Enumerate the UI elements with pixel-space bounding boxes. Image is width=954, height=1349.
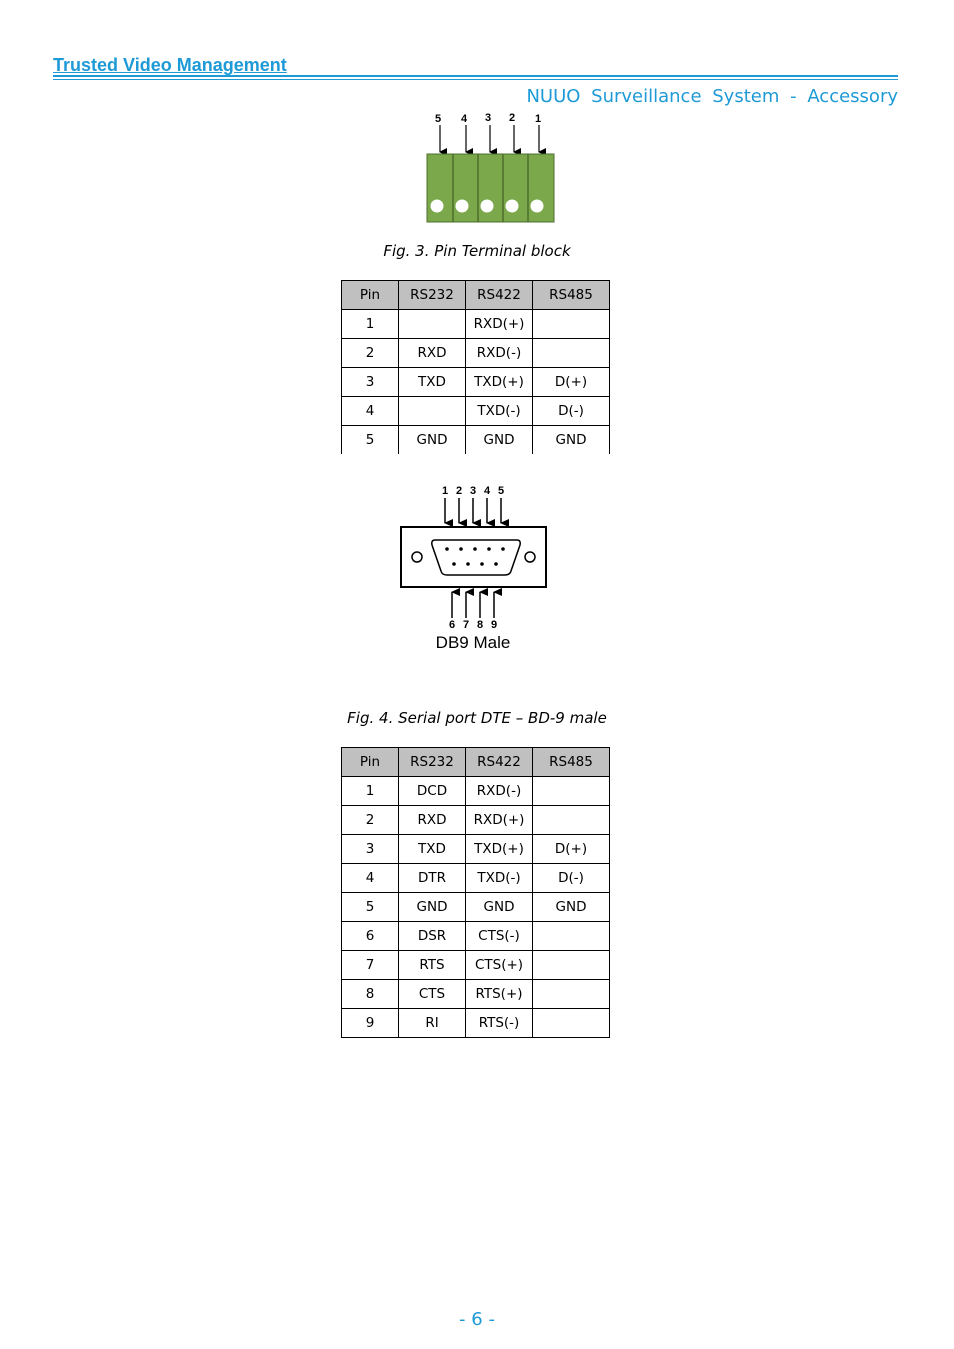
db9-pin-label: 8 (476, 619, 484, 631)
table-cell: D(-) (533, 397, 610, 426)
table-cell (533, 777, 610, 806)
table-header-cell: Pin (342, 748, 399, 777)
table-header-cell: Pin (342, 281, 399, 310)
terminal-pin-table (341, 280, 610, 454)
terminal-hole (456, 200, 469, 213)
table-cell: RI (399, 1009, 466, 1038)
table-cell: CTS(-) (466, 922, 533, 951)
table-cell: GND (466, 893, 533, 922)
table-cell: TXD (399, 368, 466, 397)
db9-connector-label: DB9 Male (435, 633, 511, 652)
table-row (342, 835, 610, 864)
db9-d-shape (432, 540, 520, 575)
table-header-cell: RS232 (399, 748, 466, 777)
db9-pin-label: 3 (469, 485, 477, 497)
table-row (342, 777, 610, 806)
terminal-hole (481, 200, 494, 213)
table-cell: RTS(+) (466, 980, 533, 1009)
db9-pin-label: 9 (490, 619, 498, 631)
table-row (342, 1009, 610, 1038)
terminal-hole (531, 200, 544, 213)
db9-connector-figure (395, 478, 555, 658)
terminal-pin-label: 1 (535, 113, 542, 125)
table-cell (533, 1009, 610, 1038)
header-rule (53, 75, 898, 77)
table-cell: TXD(+) (466, 368, 533, 397)
terminal-hole (431, 200, 444, 213)
table-cell (533, 980, 610, 1009)
table-cell: RXD (399, 806, 466, 835)
table-cell: CTS (399, 980, 466, 1009)
terminal-hole (506, 200, 519, 213)
table-cell: TXD(-) (466, 864, 533, 893)
table-cell: 6 (342, 922, 399, 951)
table-cell: GND (533, 893, 610, 922)
table-cell: 7 (342, 951, 399, 980)
table-cell (533, 310, 610, 339)
table-header-cell: RS485 (533, 748, 610, 777)
figure4-caption: Fig. 4. Serial port DTE – BD-9 male (347, 709, 607, 727)
table-cell (533, 922, 610, 951)
table-cell: 2 (342, 806, 399, 835)
table-cell: 1 (342, 310, 399, 339)
table-row (342, 806, 610, 835)
header-rule-thin (53, 79, 898, 80)
figure3-caption: Fig. 3. Pin Terminal block (383, 242, 571, 260)
table-cell: D(+) (533, 368, 610, 397)
terminal-pin-label: 5 (435, 113, 442, 125)
terminal-pin-label: 4 (461, 113, 468, 125)
db9-pin-table (341, 747, 610, 1038)
page-number: - 6 - (459, 1309, 495, 1330)
table-cell: GND (399, 893, 466, 922)
table-header-cell: RS422 (466, 748, 533, 777)
table-cell: RTS (399, 951, 466, 980)
table-cell: RXD (399, 339, 466, 368)
table-row (342, 893, 610, 922)
table-header-cell: RS232 (399, 281, 466, 310)
table-cell: DTR (399, 864, 466, 893)
db9-pin-label: 1 (441, 485, 449, 497)
table-cell: TXD(-) (466, 397, 533, 426)
table-cell: GND (466, 426, 533, 455)
table-cell: RXD(-) (466, 777, 533, 806)
table-row (342, 951, 610, 980)
table-cell: RTS(-) (466, 1009, 533, 1038)
table-cell: D(-) (533, 864, 610, 893)
table-cell: 4 (342, 864, 399, 893)
terminal-pin-label: 3 (485, 112, 492, 124)
terminal-block-figure (420, 108, 580, 228)
table-row (342, 368, 610, 397)
table-row (342, 864, 610, 893)
table-row (342, 310, 610, 339)
table-cell (399, 397, 466, 426)
table-header-cell: RS422 (466, 281, 533, 310)
db9-pin-label: 4 (483, 485, 491, 497)
table-cell: 3 (342, 835, 399, 864)
table-cell (399, 310, 466, 339)
table-header-row (342, 281, 610, 310)
table-cell: 2 (342, 339, 399, 368)
table-cell (533, 339, 610, 368)
table-cell: RXD(+) (466, 806, 533, 835)
table-cell: TXD (399, 835, 466, 864)
table-row (342, 339, 610, 368)
table-cell (533, 806, 610, 835)
table-cell: 3 (342, 368, 399, 397)
header-title: Trusted Video Management (53, 55, 287, 75)
table-cell: GND (399, 426, 466, 455)
terminal-pin-label: 2 (509, 112, 516, 124)
table-cell: GND (533, 426, 610, 455)
table-cell: 8 (342, 980, 399, 1009)
table-cell: 4 (342, 397, 399, 426)
table-row (342, 980, 610, 1009)
db9-pin-label: 2 (455, 485, 463, 497)
table-header-cell: RS485 (533, 281, 610, 310)
db9-pin-label: 7 (462, 619, 470, 631)
table-row (342, 426, 610, 455)
header-subtitle: NUUO Surveillance System - Accessory (526, 86, 898, 107)
table-cell: RXD(+) (466, 310, 533, 339)
table-cell: RXD(-) (466, 339, 533, 368)
table-cell: CTS(+) (466, 951, 533, 980)
table-cell: DSR (399, 922, 466, 951)
table-header-row (342, 748, 610, 777)
db9-pin-label: 6 (448, 619, 456, 631)
table-row (342, 397, 610, 426)
table-cell: 1 (342, 777, 399, 806)
table-cell: 5 (342, 426, 399, 455)
table-row (342, 922, 610, 951)
table-cell: 9 (342, 1009, 399, 1038)
table-cell: D(+) (533, 835, 610, 864)
table-cell: 5 (342, 893, 399, 922)
table-cell: DCD (399, 777, 466, 806)
table-cell: TXD(+) (466, 835, 533, 864)
table-cell (533, 951, 610, 980)
db9-pin-label: 5 (497, 485, 505, 497)
